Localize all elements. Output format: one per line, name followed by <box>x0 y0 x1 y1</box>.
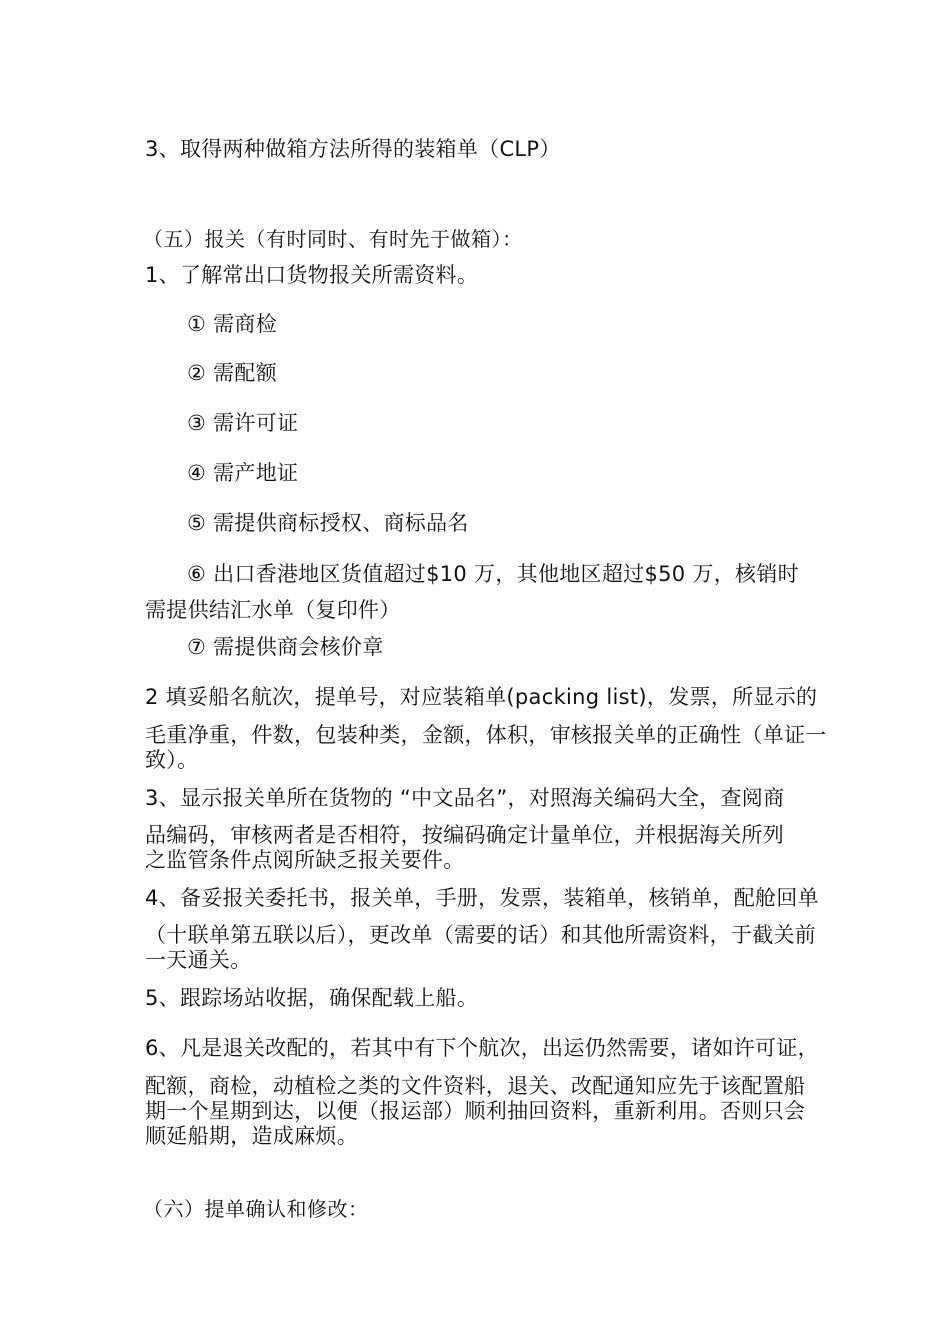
sub-item-4: ④ 需产地证 <box>187 461 299 485</box>
item6-line1: 6、凡是退关改配的，若其中有下个航次，出运仍然需要，诸如许可证， <box>145 1036 819 1060</box>
sub-item-6-line1: ⑥ 出口香港地区货值超过$10 万，其他地区超过$50 万，核销时 <box>187 562 799 586</box>
sub-item-5: ⑤ 需提供商标授权、商标品名 <box>187 511 469 535</box>
item2-line3: 致）。 <box>145 748 199 772</box>
section6-heading: （六）提单确认和修改： <box>143 1197 369 1221</box>
item2-line2: 毛重净重，件数，包装种类，金额，体积，审核报关单的正确性（单证一 <box>145 723 827 747</box>
item6-line2: 配额，商检，动植检之类的文件资料，退关、改配通知应先于该配置船 <box>145 1074 806 1098</box>
sub-item-1: ① 需商检 <box>187 312 278 336</box>
item5: 5、跟踪场站收据，确保配载上船。 <box>145 986 479 1010</box>
item2-line1: 2 填妥船名航次，提单号，对应装箱单(packing list)，发票，所显示的 <box>145 685 818 709</box>
item4-line2: （十联单第五联以后），更改单（需要的话）和其他所需资料，于截关前 <box>145 923 817 947</box>
item3-line3: 之监管条件点阅所缺乏报关要件。 <box>145 848 465 872</box>
item3-line1: 3、显示报关单所在货物的 “中文品名”，对照海关编码大全，查阅商 <box>145 786 785 810</box>
item3-line2: 品编码，审核两者是否相符，按编码确定计量单位，并根据海关所列 <box>145 823 784 847</box>
sub-item-6-line2: 需提供结汇水单（复印件） <box>145 598 401 622</box>
step3-clp-line: 3、取得两种做箱方法所得的装箱单（CLP） <box>145 137 561 161</box>
sub-item-3: ③ 需许可证 <box>187 411 299 435</box>
item6-line3: 期一个星期到达，以便（报运部）顺利抽回资料，重新利用。否则只会 <box>145 1099 806 1123</box>
item4-line1: 4、备妥报关委托书，报关单，手册，发票，装箱单，核销单，配舱回单 <box>145 886 819 910</box>
sub-item-7: ⑦ 需提供商会核价章 <box>187 635 384 659</box>
item6-line4: 顺延船期，造成麻烦。 <box>145 1124 358 1148</box>
item1-intro: 1、了解常出口货物报关所需资料。 <box>145 263 479 287</box>
item4-line3: 一天通关。 <box>145 948 252 972</box>
section5-heading: （五）报关（有时同时、有时先于做箱）： <box>143 227 523 251</box>
sub-item-2: ② 需配额 <box>187 361 278 385</box>
